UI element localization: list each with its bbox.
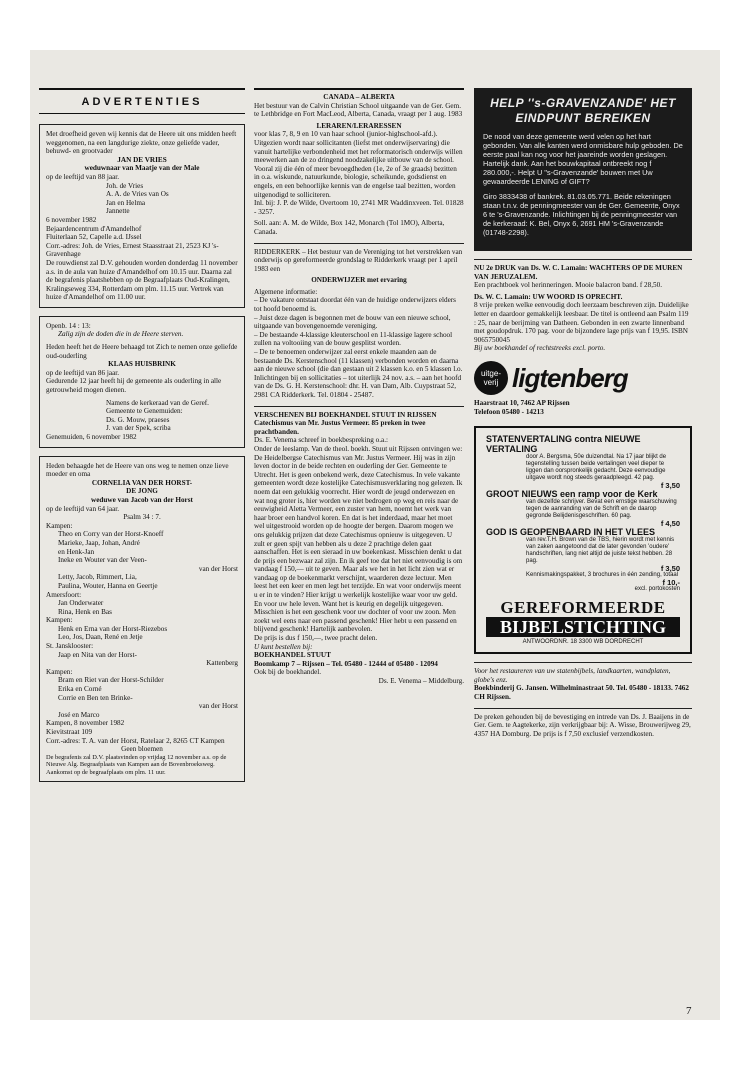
deceased-name: JAN DE VRIES xyxy=(117,155,167,164)
place: Kampen: xyxy=(46,616,73,625)
verse-ref: Openb. 14 : 13: xyxy=(46,321,91,330)
stuut-ad xyxy=(254,406,464,686)
family: van der Horst xyxy=(198,702,238,711)
paragraph: NU 2e DRUK van Ds. W. C. Lamain: WACHTERS OP DE MUREN VAN JERUZALEM. xyxy=(474,264,683,281)
paragraph: Boomkamp 7 – Rijssen – Tel. 05480 - 12444 of 05480 - 12094 xyxy=(254,659,438,668)
uitgeverij-logo xyxy=(474,361,692,395)
book-description: excl. portokosten xyxy=(634,586,680,593)
obituary-de-vries xyxy=(39,124,245,308)
age: op de leeftijd van 64 jaar. xyxy=(46,504,120,513)
place: Amersfoort: xyxy=(46,590,82,599)
paragraph: U kunt bestellen bij: xyxy=(254,642,313,651)
obituary-van-der-horst xyxy=(39,456,245,782)
paragraph: Ook bij de boekhandel. xyxy=(254,668,322,677)
family: Jaap en Nita van der Horst- xyxy=(58,650,137,659)
deceased-name: DE JONG xyxy=(126,487,158,496)
obituary-huisbrink xyxy=(39,316,245,448)
memo: Gedurende 12 jaar heeft hij de gemeente als ouderling in alle getrouwheid mogen dienen. xyxy=(46,377,222,395)
date: Kampen, 8 november 1982 xyxy=(46,719,125,728)
family: van der Horst xyxy=(198,564,238,573)
paragraph: De prijs is dus f 150,—, twee pracht delen. xyxy=(254,634,378,643)
book-title: GROOT NIEUWS een ramp voor de Kerk xyxy=(486,489,658,500)
jansen-ad xyxy=(474,662,692,701)
service: De rouwdienst zal D.V. gehouden worden donderdag 11 november a.s. in de aula van huize d'Amandelhof om 10.15 uur. Daarna zal de begrafenis plaatshebben op de Begraafplaats Oud-Kralingen, Kralingseweg 334, Rotterdam om plm. 11.15 uur. Vertrek van huize d'Amandelhof om 11.00 uur. xyxy=(46,258,238,302)
paragraph: Giro 3833438 of bankrek. 81.03.05.771. Beide rekeningen staan t.n.v. de penningmeester van de Ger. Gemeente, Onyx 6 te 's-Gravenzande. Inlichtingen bij de penningmeester van de kerkeraad: K. Bel, Onyx 6, 2691 HM 's-Gravenzande (01748-2298). xyxy=(483,192,680,237)
spouse: weduwe van Jacob van der Horst xyxy=(91,495,193,504)
help-gravenzande-ad xyxy=(474,88,692,251)
paragraph: – Juist deze dagen is begonnen met de bouw van een nieuwe school, uitgaande van bovengenoemde vereniging. xyxy=(254,313,451,331)
paragraph: Een prachtboek vol herinneringen. Mooie balacron band. f 28,50. xyxy=(474,281,663,290)
paragraph: Uitgezien wordt naar sollicitanten (liefst met onderwijservaring) die vanuit hartelijke verbondenheid met het reformatorisch onderwijs willen meewerken aan de zo dringend noodzakelijke uitbouw van de school. xyxy=(254,138,463,165)
address: Haarstraat 10, 7462 AP Rijssen xyxy=(474,398,570,407)
family: Leo, Jos, Daan, René en Jetje xyxy=(58,633,143,642)
ad-title: HELP ''s-GRAVENZANDE' HET EINDPUNT BEREIKEN xyxy=(490,96,676,125)
paragraph: voor klas 7, 8, 9 en 10 van haar school (junior-highschool-afd.). xyxy=(254,130,438,139)
paragraph: Catechismus van Mr. Justus Vermeer. 85 preken in twee prachtbanden. xyxy=(254,419,426,436)
family: Erika en Corné xyxy=(58,685,102,694)
ad-title: CANADA – ALBERTA xyxy=(323,93,395,101)
paragraph: De nood van deze gemeente werd velen op het hart gebonden. Van alle kanten werd onmisbare hulp geboden. De eerste paal kan nog voor het jaareinde worden geslagen. Hartelijk dank. Aan het bouwkapitaal ontbreekt nog f 280.000,-. Helpt U ''s-Gravenzande' bouwen met Uw gewaardeerde LENING of GIFT? xyxy=(483,132,683,186)
verse: Zalig zijn de doden die in de Heere sterven. xyxy=(58,330,184,339)
gb-address: ANTWOORDNR. 18 3300 WB DORDRECHT xyxy=(522,639,644,646)
gb-name: BIJBELSTICHTING xyxy=(486,617,680,637)
paragraph: Inl. bij: J. P. de Wilde, Overtoom 10, 2741 MR Waddinxveen. Tel. 01828 - 3257. xyxy=(254,199,464,216)
paragraph: Algemene informatie: xyxy=(254,287,318,296)
deceased-name: CORNELIA VAN DER HORST- xyxy=(91,478,193,487)
place: Bejaardencentrum d'Amandelhof xyxy=(46,224,142,233)
family: Jannette xyxy=(106,207,130,216)
paragraph: 8 vrije preken welke eenvoudig doch leerzaam beschreven zijn. Duidelijke letter en daardoor gemakkelijk leesbaar. De titel is ontleend aan Psalm 119 : 25, naar de berijming van Datheen. Gebonden in een zwarte linnenband met goudopdruk. 170 pag. voor de bijzondere lage prijs van f 19,95. ISBN 9065750045 xyxy=(474,301,689,344)
place: Kampen: xyxy=(46,521,73,530)
bijbelstichting-ad xyxy=(474,426,692,654)
age: op de leeftijd van 86 jaar. xyxy=(46,368,120,377)
paragraph: RIDDERKERK – Het bestuur van de Vereniging tot het verstrekken van onderwijs op gereformeerde grondslag te Ridderkerk vraagt per 1 april 1983 een xyxy=(254,247,463,273)
canada-ad xyxy=(254,88,464,237)
correspondence: Corr.-adres: Joh. de Vries, Ernest Staasstraat 21, 2523 KJ 's-Gravenhage xyxy=(46,241,219,259)
paragraph: Ds. E. Venema schreef in boekbespreking o.a.: xyxy=(254,436,388,445)
intro: Met droefheid geven wij kennis dat de Heere uit ons midden heeft weggenomen, na een langdurige ziekte, onze geliefde vader, behuwd- en grootvader xyxy=(46,130,237,156)
family: Joh. de Vries xyxy=(106,181,144,190)
family: Kattenberg xyxy=(206,659,238,668)
date: Genemuiden, 6 november 1982 xyxy=(46,433,137,441)
book-title: GOD IS GEOPENBAARD IN HET VLEES xyxy=(486,527,656,538)
logo-circle: uitge-verij xyxy=(474,361,508,395)
phone: Telefoon 05480 - 14213 xyxy=(474,407,544,416)
family: Rina, Henk en Bas xyxy=(58,607,112,616)
signature: J. van der Spek, scriba xyxy=(106,424,171,433)
burial: De begrafenis zal D.V. plaatsvinden op vrijdag 12 november a.s. op de Nieuwe Alg. Begraafplaats van Kampen aan de Bovenbroeksweg. Aankomst op de begraafplaats om plm. 11 uur. xyxy=(46,753,227,776)
deceased-name: KLAAS HUISBRINK xyxy=(108,360,176,369)
family: Jan Onderwater xyxy=(58,599,104,608)
book-description: door A. Bergsma, 50e duizendtal. Na 17 jaar blijkt de tegenstelling tussen beide vertalingen veel dieper te liggen dan oorspronkelijk gedacht. Deze eenvoudige uitgave wordt nog steeds geraadpleegd. 42 pag. xyxy=(526,454,667,482)
paragraph: De preken gehouden bij de bevestiging en intrede van Ds. J. Baaijens in de Ger. Gem. te Aagtekerke, zijn verkrijgbaar bij: A. Wisse, Brouwerijweg 29, 4357 HA Domburg. De prijs is f 7,50 exclusief verzendkosten. xyxy=(474,712,691,738)
signature: Ds. E. Venema – Middelburg. xyxy=(378,677,464,685)
signature: Namens de kerkeraad van de Geref. Gemeente te Genemuiden: xyxy=(106,398,209,416)
gb-logo xyxy=(486,599,680,646)
logo-wordmark: ligtenberg xyxy=(512,362,628,393)
paragraph: – De bestaande 4-klassige kleuterschool en 11-klassige lagere school zullen na voltooiing van de bouw gesplitst worden. xyxy=(254,330,453,348)
paragraph: Vooral zij die één of meer bevoegdheden (1e, 2e of 3e graads) bezitten in o.a. wiskunde, natuurkunde, biologie, scheikunde, godsdienst en engels, en een behoorlijke kennis van de engelse taal bezitten, worden uitgenodigd te solliciteren. xyxy=(254,164,457,199)
ridderkerk-ad xyxy=(254,243,464,400)
place: St. Jansklooster: xyxy=(46,642,94,651)
paragraph: Onder de leeslamp. Van de theol. boekh. Stuut uit Rijssen ontvingen we: De Heidelbergse Catechismus van Mr. Justus Vermeer. Hij was in zijn leven doctor in de beide rechten en ouderling der Ger. Gemeente te Utrecht. Het is geen onbekend werk, deze Catechismus. In vele vakante gemeenten wordt deze kostelijke Catechismusverklaring nog gelezen. Ik noem dat een gelukkig voorrecht. Hier wordt de jeugd onderwezen en wat nog groter is, hier worden we niet bedrogen op weg en reis naar de eeuwigheid Aletta Vermeer, een zuster van hem, noemt het werk van haar broer een handvol koren. En dat is het inderdaad, maar het moet wel uitgestrooid worden op de hoogte der bergen. Daarom mogen we ons gelukkig prijzen dat deze Catechismus opnieuw is uitgegeven. U zult er geen spijt van hebben als u deze 2 prachtige delen gaat aanschaffen. Het is een sieraad in uw boekenkast. Misschien denkt u dat de prijs een bezwaar zal zijn. En ik geef toe dat het niet eenvoudig is om vandaag f 150,— uit te geven. Maar als we het in het licht zien wat er vandaag op de boekenmarkt verschijnt, waarderen deze lectuur. Men leest het een keer en men legt het terzijde. En wat voor onderwijs meent u er in te vinden? Hier krijgt u werkelijk kostelijke waar voor uw geld. En voor uw hele leven. Want het is keurig en degelijk uitgegeven. xyxy=(254,444,463,608)
family: en Henk-Jan xyxy=(58,547,95,556)
book-description: van dezelfde schrijver. Bevat een ernstige waarschuwing tegen de aanranding van de Schrift en de daarop gegronde Belijdenisgeschriften. 60 pag. xyxy=(526,499,677,520)
price: f 3,50 xyxy=(660,481,680,491)
paragraph: Ds. W. C. Lamain: UW WOORD IS OPRECHT. xyxy=(474,292,623,301)
price: f 3,50 xyxy=(660,564,680,574)
paragraph: Het bestuur van de Calvin Christian School uitgaande van de Ger. Gem. te Lethbridge en Fort MacLeod, Alberta, Canada, vraagt per 1 aug. 1983 xyxy=(254,101,463,119)
family: A. A. de Vries van Os xyxy=(106,190,169,199)
baaijens-ad xyxy=(474,708,692,739)
paragraph: BOEKHANDEL STUUT xyxy=(254,651,331,660)
column-middle xyxy=(254,88,464,686)
family: Corrie en Ben ten Brinke- xyxy=(58,693,133,702)
lamain-ad xyxy=(474,259,692,353)
price: f 10,- xyxy=(662,578,680,588)
age: op de leeftijd van 88 jaar. xyxy=(46,172,120,181)
family: Marieke, Jaap, Johan, André xyxy=(58,538,140,547)
family: Theo en Corry van der Horst-Knoeff xyxy=(58,530,164,539)
paragraph: – De te benoemen onderwijzer zal eerst enkele maanden aan de bestaande Ds. Kerstenschool (11 klassen) verbonden worden en daarna aan de nieuwe school (die dan gestaan uit 2 klassen k.o. en 5 klassen l.o. xyxy=(254,348,463,374)
psalm: Psalm 34 : 7. xyxy=(123,513,161,522)
family: Bram en Riet van der Horst-Schilder xyxy=(58,676,164,685)
family: Paulina, Wouter, Hanna en Geertje xyxy=(58,581,158,590)
paragraph: Bij uw boekhandel of rechtstreeks excl. porto. xyxy=(474,344,606,353)
book-description: Kennismakingspakket, 3 brochures in één zending, totaal xyxy=(526,572,679,579)
date: 6 november 1982 xyxy=(46,215,97,224)
paragraph: Boekbinderij G. Jansen. Wilhelminastraat 50. Tel. 05480 - 18133. 7462 CH Rijssen. xyxy=(474,684,689,701)
gb-name: GEREFORMEERDE xyxy=(500,598,666,618)
address: Kievitstraat 109 xyxy=(46,728,93,736)
price: f 4,50 xyxy=(660,519,680,529)
correspondence: Corr.-adres: T. A. van der Horst, Ratelaar 2, 8265 CT Kampen xyxy=(46,736,225,745)
ad-title: VERSCHENEN BIJ BOEKHANDEL STUUT IN RIJSSEN xyxy=(254,410,437,419)
paragraph: Misschien is het een geschenk voor uw dochter of voor uw zoon. Men zoekt wel eens naar een passend geschenk! Hier hebt u een passend en blijvend geschenk! Hartelijk aanbevolen. xyxy=(254,608,457,634)
paragraph: Voor het restaureren van uw statenbijbels, landkaarten, wandplaten, globe's enz. xyxy=(474,667,671,684)
paragraph: Inlichtingen bij en sollicitaties – tot uiterlijk 24 nov. a.s. – aan het hoofd van de Ds. G. H. Kerstenschool: dhr. H. van Dam, Alb. Cuypstraat 52, 2981 CA Ridderkerk. Tel. 01804 - 25487. xyxy=(254,373,462,399)
intro: Heden behaagde het de Heere van ons weg te nemen onze lieve moeder en oma xyxy=(46,461,229,479)
no-flowers: Geen bloemen xyxy=(121,745,163,754)
book-description: van rev.T.H. Brown van de TBS, hierin wordt met kennis van zaken aangetoond dat de later gevonden 'oudere' handschriften, lang niet altijd de juiste tekst hebben. 28 pag. xyxy=(526,537,675,565)
spouse: weduwnaar van Maatje van der Male xyxy=(84,164,200,173)
family: Jan en Helma xyxy=(106,198,146,207)
place: Kampen: xyxy=(46,667,73,676)
ad-subtitle: LERAREN/LERARESSEN xyxy=(316,121,402,130)
family: Letty, Jacob, Rimmert, Lia, xyxy=(58,573,137,582)
page-number: 7 xyxy=(686,1005,692,1017)
family: Henk en Erna van der Horst-Riezebos xyxy=(58,624,168,633)
paragraph: – De vakature ontstaat doordat één van de huidige onderwijzers elders tot hoofd benoemd is. xyxy=(254,296,456,314)
place: Fluiterlaan 52, Capelle a.d. IJssel xyxy=(46,233,142,242)
column-left xyxy=(39,88,245,790)
book-title: STATENVERTALING contra NIEUWE VERTALING xyxy=(486,434,641,455)
ad-subtitle: ONDERWIJZER met ervaring xyxy=(311,276,407,285)
column-right xyxy=(474,88,692,738)
signature: Ds. G. Mouw, praeses xyxy=(106,415,170,424)
paragraph: Soll. aan: A. M. de Wilde, Box 142, Monarch (Tol 1MO), Alberta, Canada. xyxy=(254,219,445,236)
intro: Heden heeft het de Heere behaagd tot Zich te nemen onze geliefde oud-ouderling xyxy=(46,343,238,360)
family: Ineke en Wouter van der Veen- xyxy=(58,556,147,565)
section-header: ADVERTENTIES xyxy=(39,88,245,114)
family: José en Marco xyxy=(58,710,100,719)
